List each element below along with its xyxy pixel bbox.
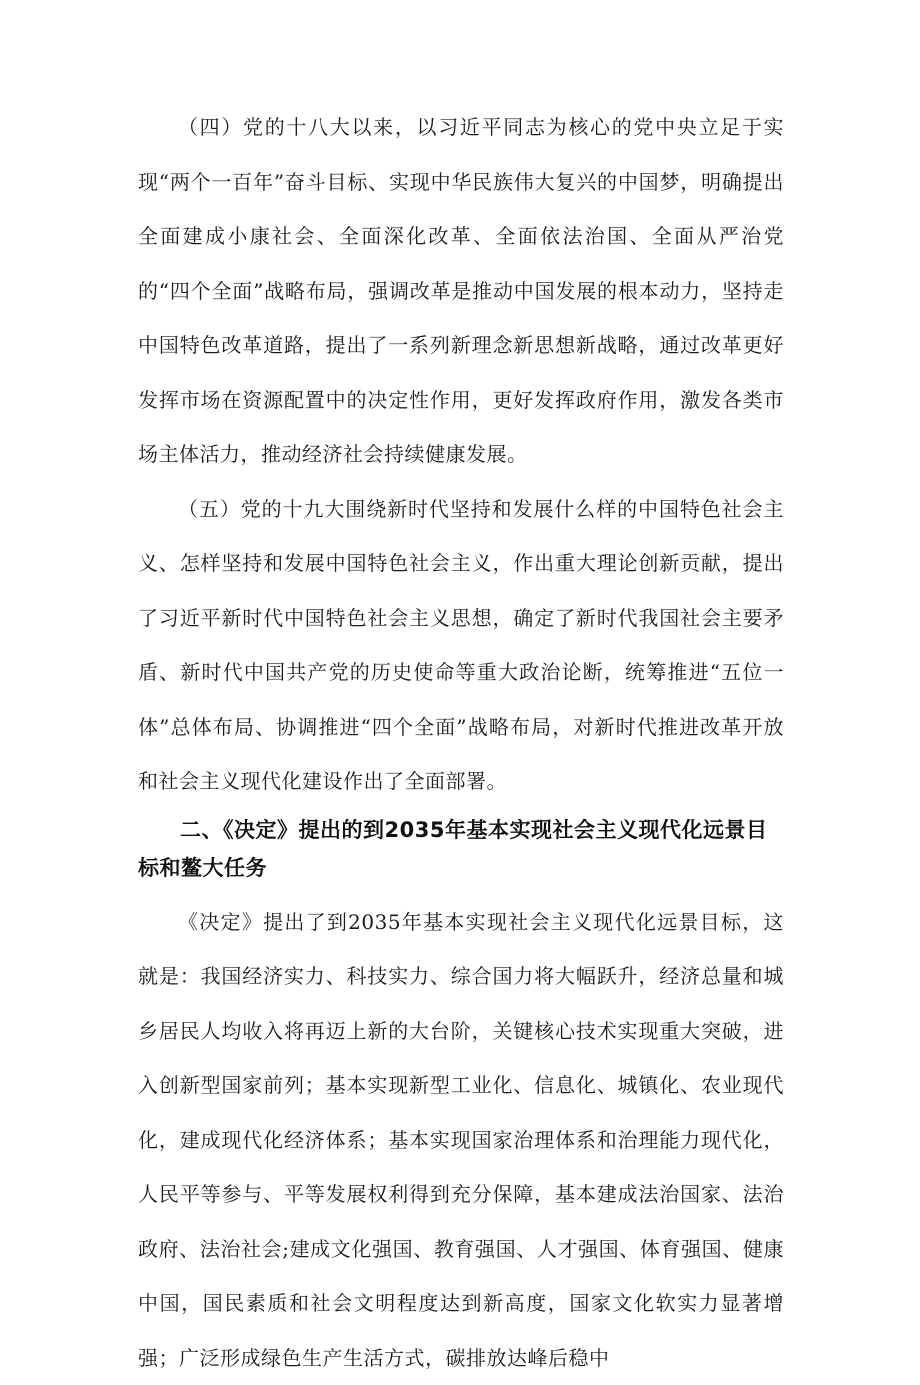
paragraph-five: （五）党的十九大围绕新时代坚持和发展什么样的中国特色社会主义、怎样坚持和发展中国特色社会主义，作出重大理论创新贡献，提出了习近平新时代中国特色社会主义思想，确定了新时代我国社会主要矛盾、新时代中国共产党的历史使命等重大政治论断，统筹推进“五位一体”总体布局、协调推进“四个全面”战略布局，对新时代推进改革开放和社会主义现代化建设作出了全面部署。 bbox=[138, 482, 784, 809]
section-paragraph: 《决定》提出了到2035年基本实现社会主义现代化远景目标，这就是：我国经济实力、科技实力、综合国力将大幅跃升，经济总量和城乡居民人均收入将再迈上新的大台阶，关键核心技术实现重大突破，进入创新型国家前列；基本实现新型工业化、信息化、城镇化、农业现代化，建成现代化经济体系；基本实现国家治理体系和治理能力现代化，人民平等参与、平等发展权利得到充分保障，基本建成法治国家、法治政府、法治社会;建成文化强国、教育强国、人才强国、体育强国、健康中国，国民素质和社会文明程度达到新高度，国家文化软实力显著增强；广泛形成绿色生产生活方式，碳排放达峰后稳中 bbox=[138, 895, 784, 1385]
section-heading: 二、《决定》提出的到2035年基本实现社会主义现代化远景目标和鳌大任务 bbox=[138, 811, 784, 887]
document-body bbox=[138, 100, 784, 1385]
paragraph-four: （四）党的十八大以来，以习近平同志为核心的党中央立足于实现“两个一百年”奋斗目标、实现中华民族伟大复兴的中国梦，明确提出全面建成小康社会、全面深化改革、全面依法治国、全面从严治党的“四个全面”战略布局，强调改革是推动中国发展的根本动力，坚持走中国特色改革道路，提出了一系列新理念新思想新战略，通过改革更好发挥市场在资源配置中的决定性作用，更好发挥政府作用，激发各类市场主体活力，推动经济社会持续健康发展。 bbox=[138, 100, 784, 482]
